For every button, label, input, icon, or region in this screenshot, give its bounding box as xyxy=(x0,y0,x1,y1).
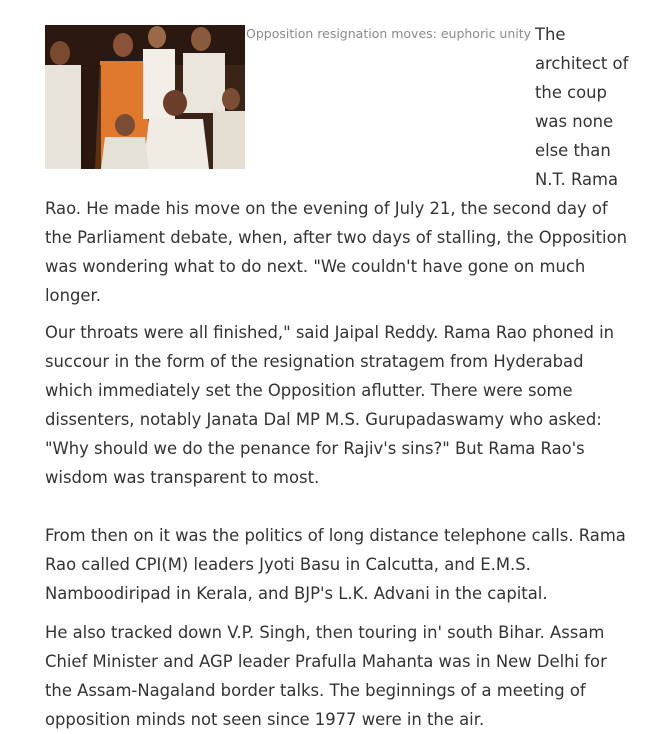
photo-caption: Opposition resignation moves: euphoric unity xyxy=(246,26,532,41)
paragraph-1: The architect of the coup was none else than N.T. Rama Rao. He made his move on the evening of July 21, the second day of the Parliament debate, when, after two days of stalling, the Opposition was wondering what to do next. "We couldn't have gone on much longer. xyxy=(45,25,629,305)
paragraph-3: From then on it was the politics of long distance telephone calls. Rama Rao called CPI(M) leaders Jyoti Basu in Calcutta, and E.M.S. Namboodiripad in Kerala, and BJP's L.K. Advani in the capital. xyxy=(45,526,626,603)
paragraph-4: He also tracked down V.P. Singh, then touring in' south Bihar. Assam Chief Minister and AGP leader Prafulla Mahanta was in New Delhi for the Assam-Nagaland border talks. The beginnings of a meeting of opposition minds not seen since 1977 were in the air. xyxy=(45,623,607,729)
article-photo xyxy=(45,25,245,169)
photo-figure xyxy=(45,25,535,175)
article-body xyxy=(45,20,635,734)
paragraph-2: Our throats were all finished," said Jaipal Reddy. Rama Rao phoned in succour in the form of the resignation stratagem from Hyderabad which immediately set the Opposition aflutter. There were some dissenters, notably Janata Dal MP M.S. Gurupadaswamy who asked: "Why should we do the penance for Rajiv's sins?" But Rama Rao's wisdom was transparent to most. xyxy=(45,323,615,487)
